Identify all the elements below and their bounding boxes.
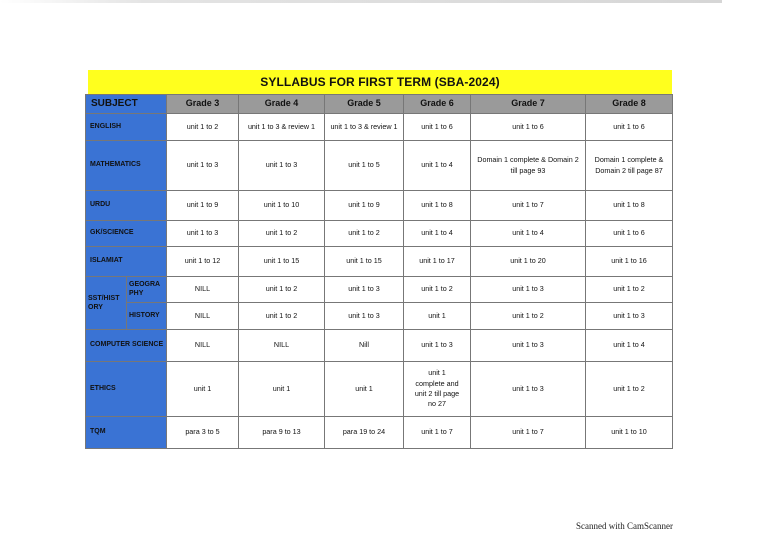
syllabus-cell: unit 1 to 3 & review 1 bbox=[325, 114, 404, 141]
syllabus-cell: NILL bbox=[167, 330, 239, 362]
syllabus-cell: unit 1 to 3 bbox=[471, 330, 586, 362]
top-border-line bbox=[0, 0, 722, 3]
header-row bbox=[86, 95, 673, 114]
subject-cell: ENGLISH bbox=[86, 114, 167, 141]
syllabus-cell: unit 1 to 6 bbox=[586, 114, 673, 141]
syllabus-cell: unit 1 bbox=[239, 362, 325, 417]
table-row bbox=[86, 330, 673, 362]
table-row bbox=[86, 247, 673, 277]
syllabus-cell: para 9 to 13 bbox=[239, 417, 325, 449]
table-row bbox=[86, 141, 673, 191]
syllabus-cell: Nill bbox=[325, 330, 404, 362]
syllabus-cell: para 3 to 5 bbox=[167, 417, 239, 449]
subject-cell: GK/SCIENCE bbox=[86, 221, 167, 247]
syllabus-cell: unit 1 to 2 bbox=[586, 277, 673, 303]
subject-cell: ISLAMIAT bbox=[86, 247, 167, 277]
syllabus-cell: NILL bbox=[167, 277, 239, 303]
subject-header: SUBJECT bbox=[86, 95, 167, 114]
table-row bbox=[86, 191, 673, 221]
table-row bbox=[86, 417, 673, 449]
syllabus-cell: unit 1 to 4 bbox=[586, 330, 673, 362]
syllabus-cell: unit 1 to 17 bbox=[404, 247, 471, 277]
syllabus-cell: unit 1 to 2 bbox=[239, 303, 325, 330]
syllabus-cell: unit 1 to 3 & review 1 bbox=[239, 114, 325, 141]
syllabus-cell: unit 1 to 10 bbox=[586, 417, 673, 449]
syllabus-cell: unit 1 to 9 bbox=[167, 191, 239, 221]
syllabus-cell: unit 1 to 20 bbox=[471, 247, 586, 277]
syllabus-cell: unit 1 to 7 bbox=[404, 417, 471, 449]
syllabus-cell: Domain 1 complete & Domain 2 till page 93 bbox=[471, 141, 586, 191]
syllabus-cell: unit 1 to 12 bbox=[167, 247, 239, 277]
syllabus-cell: unit 1 to 3 bbox=[471, 362, 586, 417]
syllabus-cell: unit 1 bbox=[325, 362, 404, 417]
scanner-watermark: Scanned with CamScanner bbox=[576, 521, 673, 531]
syllabus-cell: NILL bbox=[239, 330, 325, 362]
subject-cell: MATHEMATICS bbox=[86, 141, 167, 191]
syllabus-cell: unit 1 bbox=[167, 362, 239, 417]
syllabus-cell: unit 1 to 3 bbox=[404, 330, 471, 362]
syllabus-cell: NILL bbox=[167, 303, 239, 330]
syllabus-cell: unit 1 to 9 bbox=[325, 191, 404, 221]
syllabus-cell: unit 1 to 2 bbox=[471, 303, 586, 330]
syllabus-cell: unit 1 to 2 bbox=[404, 277, 471, 303]
sub-subject-geography: GEOGRAPHY bbox=[127, 277, 167, 303]
syllabus-cell: unit 1 to 3 bbox=[167, 141, 239, 191]
syllabus-table bbox=[85, 94, 673, 449]
syllabus-cell: unit 1 to 3 bbox=[325, 277, 404, 303]
subject-cell: TQM bbox=[86, 417, 167, 449]
syllabus-cell: para 19 to 24 bbox=[325, 417, 404, 449]
syllabus-cell: unit 1 to 15 bbox=[325, 247, 404, 277]
syllabus-cell: unit 1 to 5 bbox=[325, 141, 404, 191]
syllabus-cell: unit 1 to 4 bbox=[471, 221, 586, 247]
grade-header: Grade 3 bbox=[167, 95, 239, 114]
syllabus-cell: Domain 1 complete & Domain 2 till page 87 bbox=[586, 141, 673, 191]
grade-header: Grade 7 bbox=[471, 95, 586, 114]
grade-header: Grade 4 bbox=[239, 95, 325, 114]
syllabus-cell: unit 1 complete and unit 2 till page no 27 bbox=[404, 362, 471, 417]
syllabus-cell: unit 1 to 10 bbox=[239, 191, 325, 221]
syllabus-cell: unit 1 to 4 bbox=[404, 141, 471, 191]
syllabus-cell: unit 1 to 2 bbox=[167, 114, 239, 141]
syllabus-cell: unit 1 to 16 bbox=[586, 247, 673, 277]
subject-cell: URDU bbox=[86, 191, 167, 221]
subject-cell: SST/HISTORY bbox=[86, 277, 127, 330]
table-row bbox=[86, 277, 673, 303]
syllabus-cell: unit 1 to 7 bbox=[471, 417, 586, 449]
syllabus-cell: unit 1 to 3 bbox=[325, 303, 404, 330]
syllabus-cell: unit 1 to 2 bbox=[239, 221, 325, 247]
syllabus-cell: unit 1 to 4 bbox=[404, 221, 471, 247]
grade-header: Grade 6 bbox=[404, 95, 471, 114]
syllabus-cell: unit 1 to 2 bbox=[325, 221, 404, 247]
syllabus-cell: unit 1 to 3 bbox=[167, 221, 239, 247]
grade-header: Grade 8 bbox=[586, 95, 673, 114]
syllabus-cell: unit 1 to 8 bbox=[404, 191, 471, 221]
grade-header: Grade 5 bbox=[325, 95, 404, 114]
subject-cell: COMPUTER SCIENCE bbox=[86, 330, 167, 362]
syllabus-cell: unit 1 to 3 bbox=[239, 141, 325, 191]
table-row bbox=[86, 114, 673, 141]
syllabus-cell: unit 1 to 6 bbox=[471, 114, 586, 141]
syllabus-cell: unit 1 to 2 bbox=[239, 277, 325, 303]
syllabus-cell: unit 1 to 7 bbox=[471, 191, 586, 221]
sub-subject-history: HISTORY bbox=[127, 303, 167, 330]
syllabus-cell: unit 1 to 8 bbox=[586, 191, 673, 221]
syllabus-cell: unit 1 to 15 bbox=[239, 247, 325, 277]
subject-cell: ETHICS bbox=[86, 362, 167, 417]
syllabus-cell: unit 1 to 2 bbox=[586, 362, 673, 417]
table-row bbox=[86, 362, 673, 417]
syllabus-cell: unit 1 to 6 bbox=[586, 221, 673, 247]
syllabus-cell: unit 1 bbox=[404, 303, 471, 330]
syllabus-cell: unit 1 to 3 bbox=[471, 277, 586, 303]
syllabus-cell: unit 1 to 6 bbox=[404, 114, 471, 141]
table-row bbox=[86, 221, 673, 247]
table-row bbox=[86, 303, 673, 330]
syllabus-title: SYLLABUS FOR FIRST TERM (SBA-2024) bbox=[88, 70, 672, 94]
syllabus-cell: unit 1 to 3 bbox=[586, 303, 673, 330]
